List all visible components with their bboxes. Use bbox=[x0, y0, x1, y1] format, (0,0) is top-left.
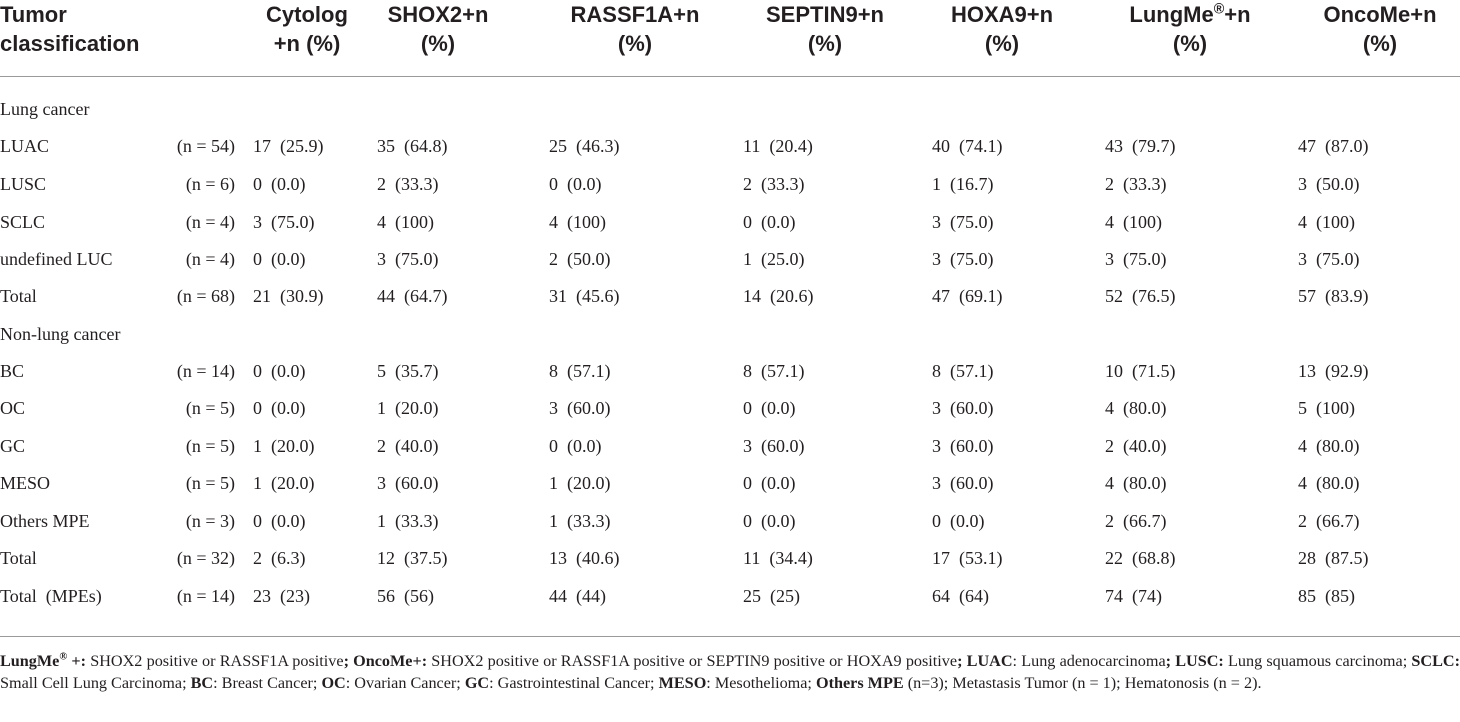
table-cell: 3 (60.0) bbox=[932, 436, 994, 456]
table-cell: 35 (64.8) bbox=[377, 136, 448, 156]
row-n: (n = 68) bbox=[176, 286, 235, 306]
table-cell: 4 (100) bbox=[377, 212, 434, 232]
footnote-text: : Breast Cancer; bbox=[213, 674, 322, 692]
table-cell: 31 (45.6) bbox=[549, 286, 620, 306]
table-cell: 3 (60.0) bbox=[743, 436, 805, 456]
footnote-term: OC bbox=[321, 674, 346, 692]
column-header-line1: Cytolog bbox=[266, 2, 348, 27]
table-cell: 0 (0.0) bbox=[743, 473, 796, 493]
section-label: Lung cancer bbox=[0, 99, 90, 119]
row-label: OC bbox=[0, 398, 26, 418]
column-header-4 bbox=[725, 0, 925, 58]
table-cell: 0 (0.0) bbox=[253, 174, 306, 194]
table-cell: 47 (69.1) bbox=[932, 286, 1003, 306]
row-label: Total (MPEs) bbox=[0, 586, 102, 606]
table-cell: 3 (75.0) bbox=[377, 249, 439, 269]
table-cell: 2 (40.0) bbox=[377, 436, 439, 456]
table-cell: 3 (60.0) bbox=[549, 398, 611, 418]
footnote-text: (n=3); Metastasis Tumor (n = 1); Hematonosis (n = 2). bbox=[903, 674, 1262, 692]
footnote-registered-mark: ® bbox=[59, 651, 68, 663]
footnote-term: ; LUAC bbox=[957, 652, 1013, 670]
table-cell: 2 (33.3) bbox=[377, 174, 439, 194]
table-cell: 13 (40.6) bbox=[549, 548, 620, 568]
column-header-6 bbox=[1090, 0, 1290, 58]
footnote-term: MESO bbox=[658, 674, 707, 692]
table-cell: 0 (0.0) bbox=[253, 361, 306, 381]
table-cell: 2 (66.7) bbox=[1105, 511, 1167, 531]
table-cell: 44 (64.7) bbox=[377, 286, 448, 306]
table-cell: 64 (64) bbox=[932, 586, 989, 606]
table-cell: 3 (60.0) bbox=[932, 398, 994, 418]
table-cell: 85 (85) bbox=[1298, 586, 1355, 606]
column-header-3 bbox=[535, 0, 735, 58]
table-cell: 47 (87.0) bbox=[1298, 136, 1369, 156]
table-cell: 23 (23) bbox=[253, 586, 310, 606]
table-cell: 0 (0.0) bbox=[549, 174, 602, 194]
table-cell: 2 (6.3) bbox=[253, 548, 306, 568]
row-n: (n = 32) bbox=[176, 548, 235, 568]
column-header-5 bbox=[902, 0, 1102, 58]
row-n: (n = 4) bbox=[185, 249, 235, 269]
row-n: (n = 6) bbox=[185, 174, 235, 194]
row-n: (n = 5) bbox=[185, 398, 235, 418]
table-cell: 3 (75.0) bbox=[1298, 249, 1360, 269]
column-header-line1: RASSF1A+n bbox=[570, 2, 700, 27]
table-cell: 0 (0.0) bbox=[743, 212, 796, 232]
table-cell: 1 (16.7) bbox=[932, 174, 994, 194]
table-cell: 12 (37.5) bbox=[377, 548, 448, 568]
footnote-text: : Mesothelioma; bbox=[706, 674, 816, 692]
table-cell: 0 (0.0) bbox=[743, 511, 796, 531]
table-cell: 17 (25.9) bbox=[253, 136, 324, 156]
column-header-line2: (%) bbox=[1362, 31, 1398, 56]
row-n: (n = 3) bbox=[185, 511, 235, 531]
row-n: (n = 5) bbox=[185, 473, 235, 493]
table-cell: 11 (34.4) bbox=[743, 548, 813, 568]
table-cell: 40 (74.1) bbox=[932, 136, 1003, 156]
table-cell: 13 (92.9) bbox=[1298, 361, 1369, 381]
column-header-line2: +n (%) bbox=[273, 31, 341, 56]
table-cell: 2 (50.0) bbox=[549, 249, 611, 269]
column-header-line2: classification bbox=[0, 31, 140, 56]
table-cell: 1 (25.0) bbox=[743, 249, 805, 269]
footnote-term: +: bbox=[67, 652, 87, 670]
column-header-line2: (%) bbox=[420, 31, 456, 56]
table-cell: 43 (79.7) bbox=[1105, 136, 1176, 156]
table-cell: 28 (87.5) bbox=[1298, 548, 1369, 568]
table-cell: 3 (75.0) bbox=[1105, 249, 1167, 269]
table-cell: 44 (44) bbox=[549, 586, 606, 606]
table-cell: 4 (80.0) bbox=[1298, 473, 1360, 493]
row-label: GC bbox=[0, 436, 26, 456]
column-header-line1: Tumor bbox=[0, 2, 67, 27]
row-label: SCLC bbox=[0, 212, 46, 232]
bottom-rule bbox=[0, 636, 1460, 637]
table-cell: 0 (0.0) bbox=[743, 398, 796, 418]
table-cell: 2 (66.7) bbox=[1298, 511, 1360, 531]
table-cell: 0 (0.0) bbox=[253, 398, 306, 418]
row-label: undefined LUC bbox=[0, 249, 113, 269]
table-cell: 3 (50.0) bbox=[1298, 174, 1360, 194]
footnote-term: BC bbox=[190, 674, 214, 692]
column-header-line2: (%) bbox=[1172, 31, 1208, 56]
table-cell: 56 (56) bbox=[377, 586, 434, 606]
table-cell: 5 (35.7) bbox=[377, 361, 439, 381]
row-label: Total bbox=[0, 286, 37, 306]
table-cell: 1 (20.0) bbox=[253, 436, 315, 456]
table-cell: 4 (100) bbox=[1105, 212, 1162, 232]
table-cell: 4 (100) bbox=[549, 212, 606, 232]
table-cell: 52 (76.5) bbox=[1105, 286, 1176, 306]
table-cell: 21 (30.9) bbox=[253, 286, 324, 306]
section-label: Non-lung cancer bbox=[0, 324, 121, 344]
column-header-0 bbox=[0, 0, 139, 58]
table-cell: 4 (80.0) bbox=[1105, 473, 1167, 493]
footnote-text: Small Cell Lung Carcinoma; bbox=[0, 674, 191, 692]
table-cell: 8 (57.1) bbox=[932, 361, 994, 381]
table-cell: 2 (40.0) bbox=[1105, 436, 1167, 456]
footnote-term: ; OncoMe+: bbox=[343, 652, 428, 670]
table-cell: 57 (83.9) bbox=[1298, 286, 1369, 306]
registered-mark: ® bbox=[1213, 1, 1225, 18]
column-header-line1: SEPTIN9+n bbox=[766, 2, 884, 27]
column-header-7 bbox=[1280, 0, 1460, 58]
column-header-line2: (%) bbox=[807, 31, 843, 56]
row-label: Total bbox=[0, 548, 37, 568]
table-cell: 74 (74) bbox=[1105, 586, 1162, 606]
table-cell: 0 (0.0) bbox=[253, 249, 306, 269]
footnote-term: Others MPE bbox=[815, 674, 904, 692]
row-n: (n = 5) bbox=[185, 436, 235, 456]
footnote-text: Lung squamous carcinoma; bbox=[1223, 652, 1412, 670]
row-label: Others MPE bbox=[0, 511, 90, 531]
table-cell: 25 (46.3) bbox=[549, 136, 620, 156]
footnote-term: LungMe bbox=[0, 652, 60, 670]
column-header-line2: (%) bbox=[984, 31, 1020, 56]
table-cell: 0 (0.0) bbox=[932, 511, 985, 531]
column-header-line1: SHOX2+n bbox=[387, 2, 489, 27]
table-cell: 10 (71.5) bbox=[1105, 361, 1176, 381]
column-header-line1: HOXA9+n bbox=[950, 2, 1054, 27]
column-header-2 bbox=[338, 0, 538, 58]
header-rule bbox=[0, 76, 1460, 77]
footnote-term: ; LUSC: bbox=[1165, 652, 1224, 670]
table-cell: 4 (80.0) bbox=[1298, 436, 1360, 456]
table-cell: 8 (57.1) bbox=[743, 361, 805, 381]
table-cell: 3 (60.0) bbox=[377, 473, 439, 493]
table-cell: 3 (60.0) bbox=[932, 473, 994, 493]
footnote-text: : Gastrointestinal Cancer; bbox=[489, 674, 659, 692]
footnote-term: GC bbox=[464, 674, 490, 692]
table-cell: 3 (75.0) bbox=[253, 212, 315, 232]
table-cell: 1 (33.3) bbox=[377, 511, 439, 531]
footnote-text: : Lung adenocarcinoma bbox=[1012, 652, 1166, 670]
row-label: BC bbox=[0, 361, 25, 381]
row-label: LUAC bbox=[0, 136, 49, 156]
column-header-line1: LungMe®+n bbox=[1129, 1, 1251, 27]
footnote-text: : Ovarian Cancer; bbox=[345, 674, 465, 692]
table-cell: 11 (20.4) bbox=[743, 136, 813, 156]
table-cell: 2 (33.3) bbox=[743, 174, 805, 194]
table-cell: 1 (33.3) bbox=[549, 511, 611, 531]
row-label: LUSC bbox=[0, 174, 47, 194]
column-header-line1: OncoMe+n bbox=[1323, 2, 1437, 27]
footnote-text: SHOX2 positive or RASSF1A positive bbox=[86, 652, 344, 670]
table-cell: 8 (57.1) bbox=[549, 361, 611, 381]
footnote-term: SCLC: bbox=[1411, 652, 1460, 670]
row-n: (n = 54) bbox=[176, 136, 235, 156]
table-cell: 0 (0.0) bbox=[253, 511, 306, 531]
table-cell: 14 (20.6) bbox=[743, 286, 814, 306]
table-cell: 17 (53.1) bbox=[932, 548, 1003, 568]
table-cell: 0 (0.0) bbox=[549, 436, 602, 456]
row-n: (n = 4) bbox=[185, 212, 235, 232]
table-cell: 1 (20.0) bbox=[549, 473, 611, 493]
table-cell: 25 (25) bbox=[743, 586, 800, 606]
row-n: (n = 14) bbox=[176, 361, 235, 381]
table-cell: 1 (20.0) bbox=[377, 398, 439, 418]
column-header-line2: (%) bbox=[617, 31, 653, 56]
table-cell: 4 (80.0) bbox=[1105, 398, 1167, 418]
table-footnote bbox=[0, 650, 1460, 694]
table-cell: 5 (100) bbox=[1298, 398, 1355, 418]
table-cell: 1 (20.0) bbox=[253, 473, 315, 493]
table-cell: 22 (68.8) bbox=[1105, 548, 1176, 568]
row-n: (n = 14) bbox=[176, 586, 235, 606]
table-cell: 3 (75.0) bbox=[932, 212, 994, 232]
row-label: MESO bbox=[0, 473, 51, 493]
table-cell: 4 (100) bbox=[1298, 212, 1355, 232]
table-cell: 2 (33.3) bbox=[1105, 174, 1167, 194]
footnote-text: SHOX2 positive or RASSF1A positive or SEPTIN9 positive or HOXA9 positive bbox=[427, 652, 958, 670]
table-cell: 3 (75.0) bbox=[932, 249, 994, 269]
